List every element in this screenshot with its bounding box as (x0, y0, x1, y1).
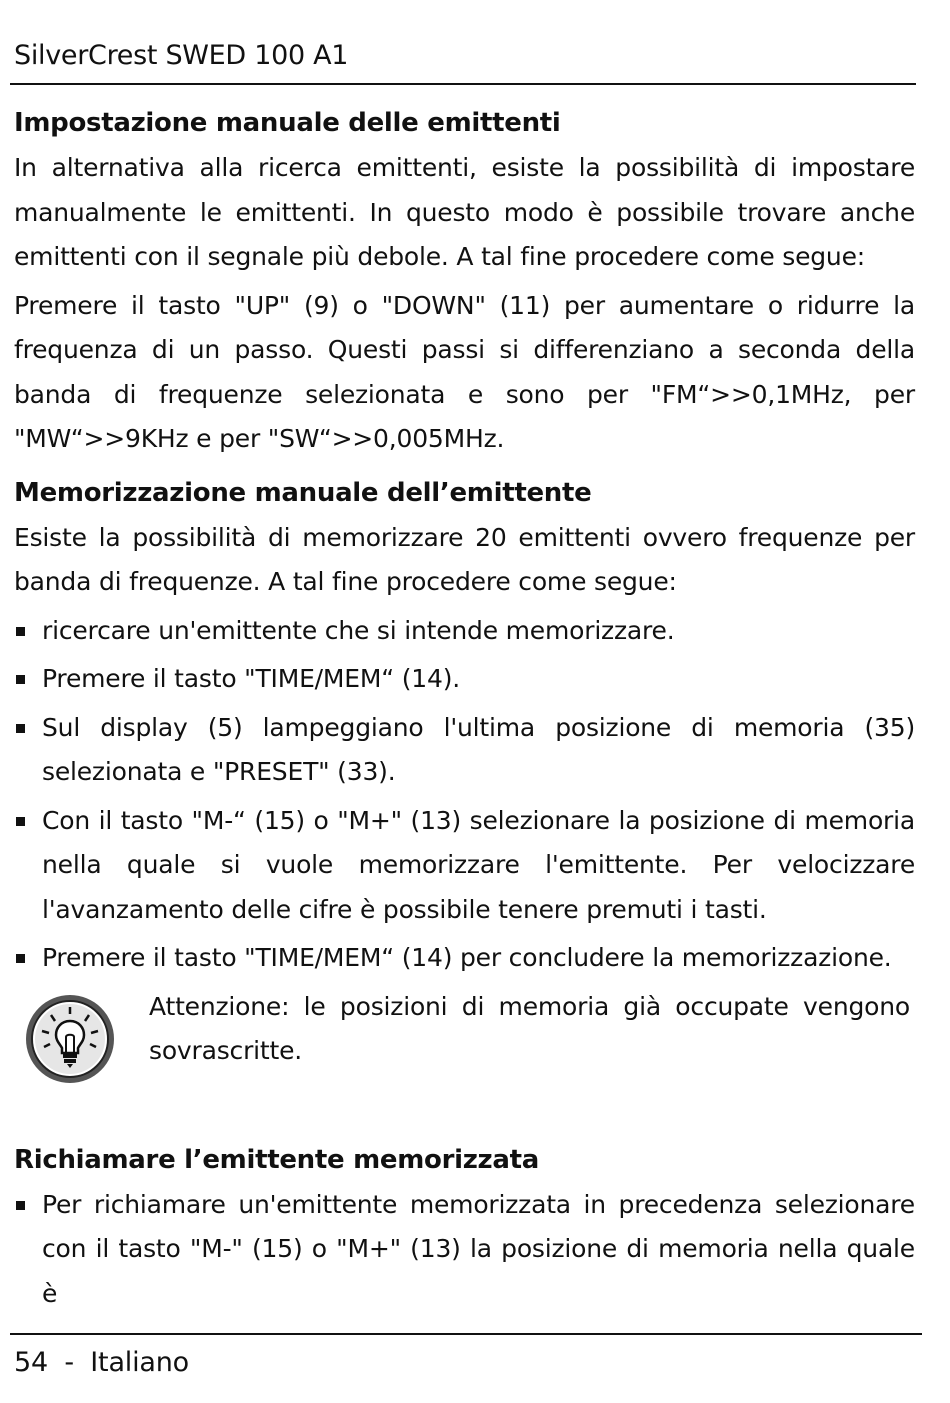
bullet-square-icon (16, 675, 25, 684)
list-item (14, 799, 915, 933)
paragraph-frequency-steps: Premere il tasto "UP" (9) o "DOWN" (11) per aumentare o ridurre la frequenza di un passo. Questi passi si differenziano a seconda della banda di frequenze selezionata e sono per "FM“>>0,1MHz, per "MW“>>9KHz e per "SW“>>0,005MHz. (14, 290, 915, 453)
list-item (14, 1183, 915, 1317)
list-item (14, 706, 915, 795)
bullet-square-icon (16, 817, 25, 826)
section-heading-recall-station: Richiamare l’emittente memorizzata (14, 1144, 539, 1175)
list-item-text: Premere il tasto "TIME/MEM“ (14). (42, 664, 460, 693)
bullet-square-icon (16, 1201, 25, 1210)
list-item (14, 609, 915, 654)
list-item-text: ricercare un'emittente che si intende memorizzare. (42, 615, 675, 645)
note-box (14, 985, 915, 1095)
lightbulb-icon (24, 993, 116, 1085)
list-item (14, 657, 915, 702)
bullet-square-icon (16, 724, 25, 733)
section-heading-manual-memory: Memorizzazione manuale dell’emittente (14, 477, 592, 508)
footer-divider (10, 1333, 922, 1335)
list-item-text: Per richiamare un'emittente memorizzata in precedenza selezionare con il tasto "M-" (15) o "M+" (13) la posizione di memoria nella quale è (42, 1189, 915, 1308)
note-text: Attenzione: le posizioni di memoria già occupate vengono sovrascritte. (149, 991, 910, 1065)
memory-steps-list (14, 609, 915, 981)
footer-separator: - (64, 1347, 74, 1378)
page-header: SilverCrest SWED 100 A1 (14, 40, 349, 71)
footer-language: Italiano (90, 1347, 189, 1378)
bullet-square-icon (16, 954, 25, 963)
page-footer (14, 1343, 189, 1383)
page-number: 54 (14, 1347, 48, 1378)
section-heading-manual-tuning: Impostazione manuale delle emittenti (14, 108, 561, 138)
list-item-text: Premere il tasto "TIME/MEM“ (14) per concludere la memorizzazione. (42, 943, 892, 972)
list-item-text: Con il tasto "M-“ (15) o "M+" (13) selezionare la posizione di memoria nella quale si vuole memorizzare l'emittente. Per velocizzare l'avanzamento delle cifre è possibile tenere premuti i tasti. (42, 805, 915, 924)
header-divider (10, 83, 916, 85)
list-item (14, 936, 915, 981)
page-content (14, 100, 915, 1320)
bullet-square-icon (16, 627, 25, 636)
recall-steps-list (14, 1183, 915, 1317)
list-item-text: Sul display (5) lampeggiano l'ultima posizione di memoria (35) selezionata e "PRESET" (33). (42, 712, 915, 786)
paragraph-manual-tuning-intro: In alternativa alla ricerca emittenti, esiste la possibilità di impostare manualmente le emittenti. In questo modo è possibile trovare anche emittenti con il segnale più debole. A tal fine procedere come segue: (14, 153, 915, 271)
paragraph-memory-intro: Esiste la possibilità di memorizzare 20 emittenti ovvero frequenze per banda di frequenze. A tal fine procedere come segue: (14, 522, 915, 596)
